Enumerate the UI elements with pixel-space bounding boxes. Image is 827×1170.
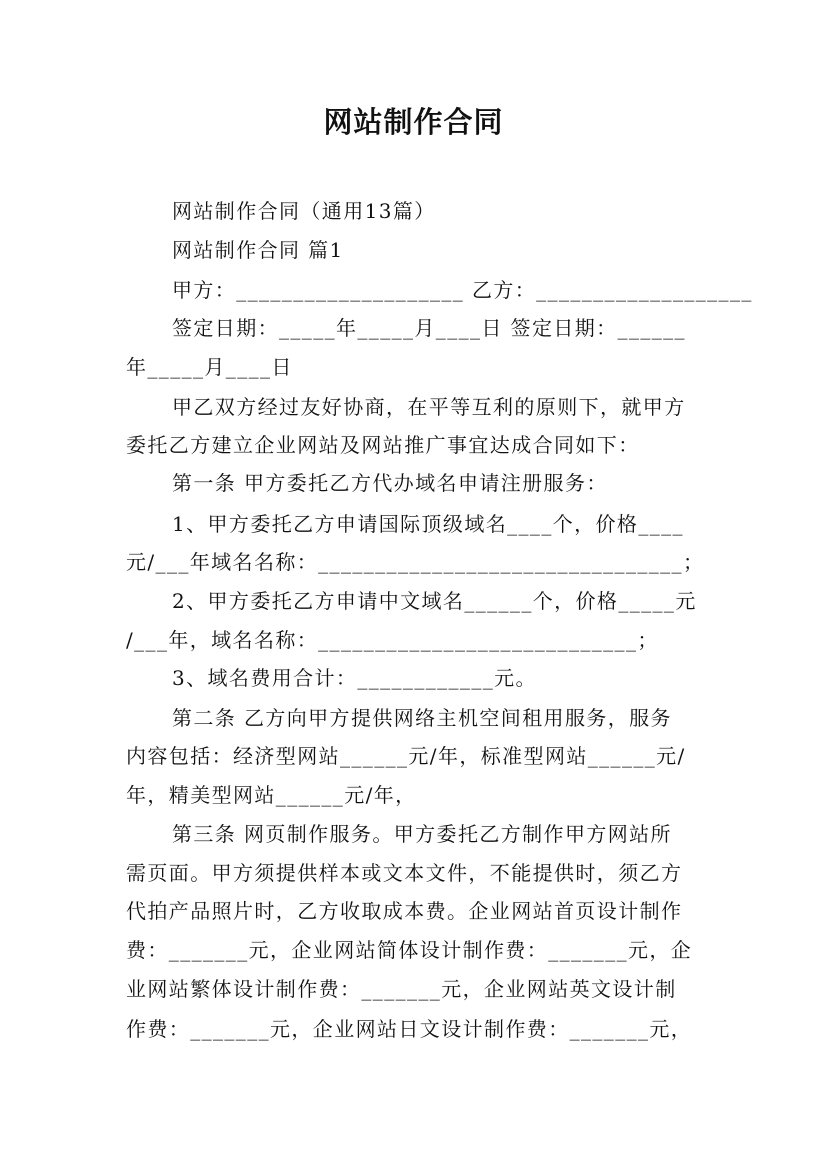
- clause-line: 1、甲方委托乙方申请国际顶级域名____个，价格____: [172, 512, 684, 536]
- article-line: 第二条 乙方向甲方提供网络主机空间租用服务，服务: [172, 706, 672, 730]
- clause-line: 2、甲方委托乙方申请中文域名______个，价格_____元: [172, 589, 697, 613]
- article-line: 内容包括：经济型网站______元/年，标准型网站______元/: [126, 744, 686, 768]
- signing-date-line: 签定日期：_____年_____月____日 签定日期：______: [172, 316, 686, 340]
- paragraph-line: 委托乙方建立企业网站及网站推广事宜达成合同如下：: [126, 433, 640, 457]
- article-line: 作费：_______元，企业网站日文设计制作费：_______元，: [126, 1017, 693, 1041]
- clause-line: 元/___年域名名称：________________________________；: [126, 550, 705, 574]
- article-line: 年，精美型网站______元/年，: [126, 783, 417, 807]
- parties-line: 甲方：____________________ 乙方：___________________: [172, 278, 753, 302]
- clause-line: 3、域名费用合计：____________元。: [172, 666, 537, 690]
- article-line: 第三条 网页制作服务。甲方委托乙方制作甲方网站所: [172, 822, 672, 846]
- document-subtitle: 网站制作合同（通用13篇）: [172, 199, 436, 223]
- paragraph-line: 甲乙双方经过友好协商，在平等互利的原则下，就甲方: [172, 395, 686, 419]
- signing-date-line-continued: 年_____月____日: [126, 355, 293, 379]
- article-line: 代拍产品照片时，乙方收取成本费。企业网站首页设计制作: [126, 899, 683, 923]
- document-title: 网站制作合同: [323, 105, 504, 139]
- article-heading: 第一条 甲方委托乙方代办域名申请注册服务：: [172, 471, 608, 495]
- article-line: 费：_______元，企业网站简体设计制作费：_______元，企: [126, 938, 693, 962]
- section-heading: 网站制作合同 篇1: [172, 238, 344, 262]
- article-line: 业网站繁体设计制作费：_______元，企业网站英文设计制: [126, 977, 677, 1001]
- clause-line: /___年，域名名称：____________________________；: [126, 628, 659, 652]
- article-line: 需页面。甲方须提供样本或文本文件，不能提供时，须乙方: [126, 861, 683, 885]
